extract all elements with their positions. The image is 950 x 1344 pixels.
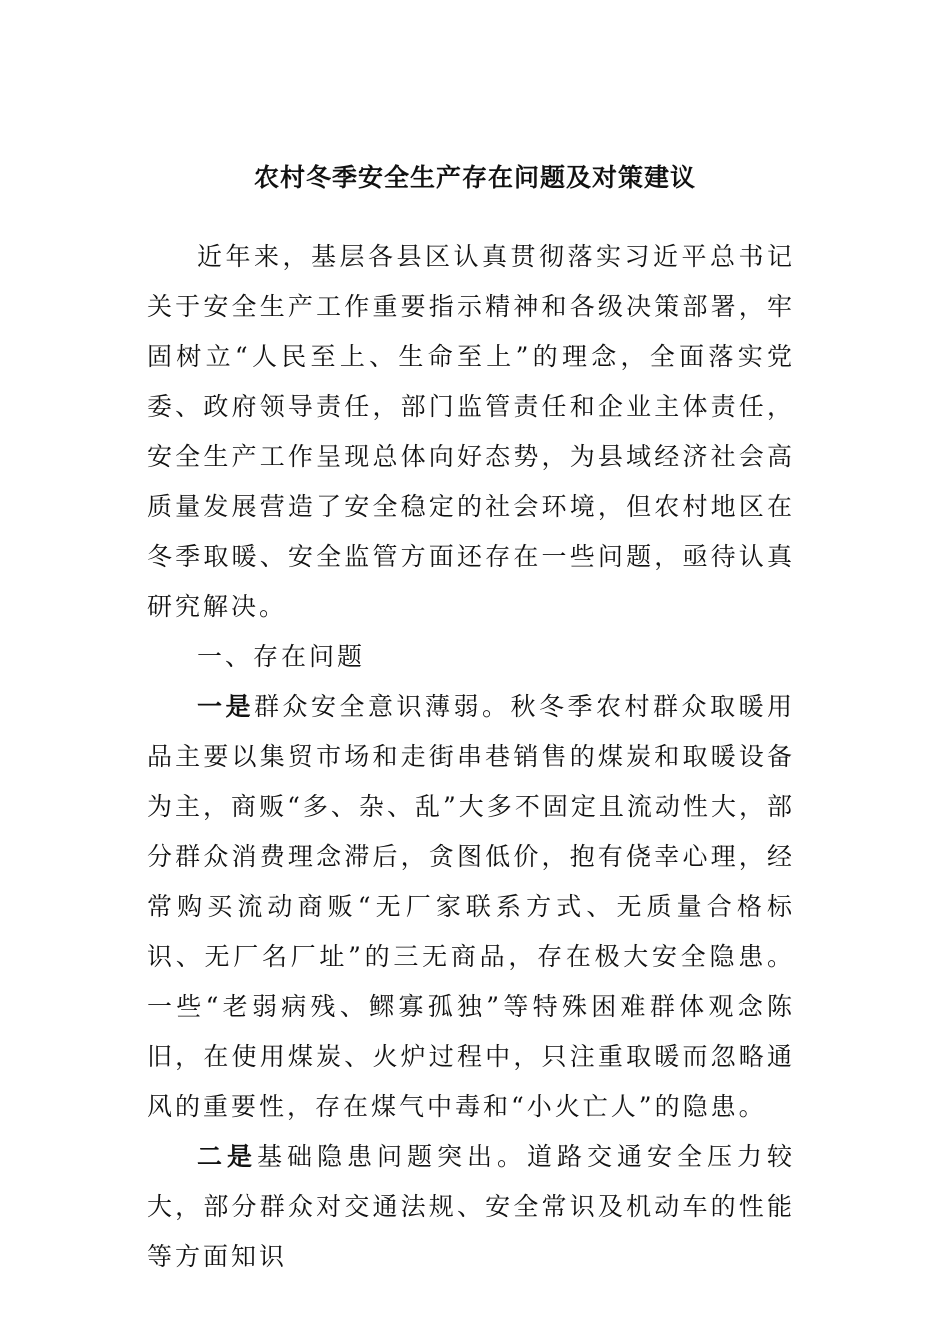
point-2-paragraph xyxy=(147,1132,795,1282)
document-title: 农村冬季安全生产存在问题及对策建议 xyxy=(253,163,696,192)
document-body xyxy=(147,232,795,1282)
intro-paragraph: 近年来，基层各县区认真贯彻落实习近平总书记关于安全生产工作重要指示精神和各级决策部署，牢固树立“人民至上、生命至上”的理念，全面落实党委、政府领导责任，部门监管责任和企业主体责任，安全生产工作呈现总体向好态势，为县域经济社会高质量发展营造了安全稳定的社会环境，但农村地区在冬季取暖、安全监管方面还存在一些问题，亟待认真研究解决。 xyxy=(147,242,795,621)
point-1-text: 群众安全意识薄弱。秋冬季农村群众取暖用品主要以集贸市场和走街串巷销售的煤炭和取暖设备为主，商贩“多、杂、乱”大多不固定且流动性大，部分群众消费理念滞后，贪图低价，抱有侥幸心理，经常购买流动商贩“无厂家联系方式、无质量合格标识、无厂名厂址”的三无商品，存在极大安全隐患。一些“老弱病残、鳏寡孤独”等特殊困难群体观念陈旧，在使用煤炭、火炉过程中，只注重取暖而忽略通风的重要性，存在煤气中毒和“小火亡人”的隐患。 xyxy=(147,692,795,1121)
section-heading-problems: 一、存在问题 xyxy=(197,642,366,671)
point-1-paragraph xyxy=(147,682,795,1132)
point-2-lead: 二是 xyxy=(197,1142,257,1171)
point-1-lead: 一是 xyxy=(197,692,254,721)
point-2-text: 基础隐患问题突出。道路交通安全压力较大，部分群众对交通法规、安全常识及机动车的性能等方面知识 xyxy=(147,1142,795,1271)
